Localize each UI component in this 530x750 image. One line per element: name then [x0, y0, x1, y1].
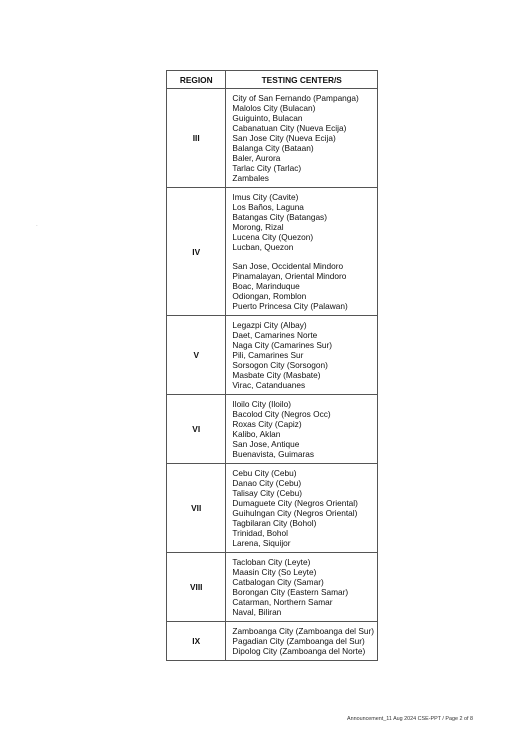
table-row: [167, 395, 378, 464]
testing-centers-table: [166, 70, 378, 661]
region-cell: VI: [167, 395, 226, 464]
table-header-row: [167, 71, 378, 89]
testing-center-item: Cebu City (Cebu): [232, 468, 297, 478]
testing-center-item: Iloilo City (Iloilo): [232, 399, 291, 409]
region-cell: VIII: [167, 553, 226, 622]
region-cell: IV: [167, 188, 226, 316]
testing-centers-cell: [226, 89, 378, 188]
testing-center-item: Pili, Camarines Sur: [232, 350, 304, 360]
testing-centers-cell: [226, 395, 378, 464]
region-cell: V: [167, 316, 226, 395]
testing-centers-cell: [226, 464, 378, 553]
testing-center-item: Guihulngan City (Negros Oriental): [232, 508, 358, 518]
testing-center-item: Bacolod City (Negros Occ): [232, 409, 331, 419]
testing-center-item: Danao City (Cebu): [232, 478, 302, 488]
testing-center-item: Daet, Camarines Norte: [232, 330, 318, 340]
testing-center-item: Baler, Aurora: [232, 153, 281, 163]
testing-center-item: Masbate City (Masbate): [232, 370, 321, 380]
testing-center-item: Catarman, Northern Samar: [232, 597, 333, 607]
testing-center-item: Talisay City (Cebu): [232, 488, 303, 498]
table-row: [167, 89, 378, 188]
region-cell: IX: [167, 622, 226, 661]
table-row: [167, 316, 378, 395]
testing-center-item: Odiongan, Romblon: [232, 291, 307, 301]
testing-center-item: Tagbilaran City (Bohol): [232, 518, 317, 528]
testing-center-item: Los Baños, Laguna: [232, 202, 304, 212]
testing-center-item: Boac, Marinduque: [232, 281, 300, 291]
testing-center-item: Dipolog City (Zamboanga del Norte): [232, 646, 366, 656]
testing-center-item: Balanga City (Bataan): [232, 143, 314, 153]
testing-center-item: San Jose, Occidental Mindoro: [232, 261, 344, 271]
table-body: [167, 89, 378, 661]
testing-center-item: Puerto Princesa City (Palawan): [232, 301, 348, 311]
testing-center-item: Larena, Siquijor: [232, 538, 291, 548]
region-column-header: REGION: [167, 71, 226, 89]
testing-center-item: Kalibo, Aklan: [232, 429, 281, 439]
testing-center-item: Lucban, Quezon: [232, 242, 294, 252]
testing-center-item: Batangas City (Batangas): [232, 212, 327, 222]
table-row: [167, 464, 378, 553]
testing-center-item: Catbalogan City (Samar): [232, 577, 324, 587]
testing-centers-cell: [226, 188, 378, 316]
testing-center-item: Zamboanga City (Zamboanga del Sur): [232, 626, 374, 636]
testing-center-item: San Jose City (Nueva Ecija): [232, 133, 336, 143]
region-cell: VII: [167, 464, 226, 553]
testing-centers-cell: [226, 316, 378, 395]
testing-center-item: Pinamalayan, Oriental Mindoro: [232, 271, 347, 281]
testing-center-item: Tarlac City (Tarlac): [232, 163, 302, 173]
testing-center-item: Borongan City (Eastern Samar): [232, 587, 349, 597]
testing-center-item: Lucena City (Quezon): [232, 232, 314, 242]
testing-center-item: Morong, Rizal: [232, 222, 284, 232]
testing-center-item: City of San Fernando (Pampanga): [232, 93, 359, 103]
testing-center-item: Naga City (Camarines Sur): [232, 340, 333, 350]
page-footer: Announcement_11 Aug 2024 CSE-PPT / Page 2 of 8: [347, 716, 473, 722]
testing-center-item: Malolos City (Bulacan): [232, 103, 316, 113]
testing-center-item: Naval, Biliran: [232, 607, 282, 617]
testing-center-item: Trinidad, Bohol: [232, 528, 288, 538]
region-cell: III: [167, 89, 226, 188]
testing-center-item: Buenavista, Guimaras: [232, 449, 315, 459]
testing-center-item: Dumaguete City (Negros Oriental): [232, 498, 358, 508]
testing-centers-cell: [226, 553, 378, 622]
testing-center-item: Imus City (Cavite): [232, 192, 299, 202]
table-row: [167, 188, 378, 316]
testing-center-item: Guiguinto, Bulacan: [232, 113, 303, 123]
testing-center-item: Pagadian City (Zamboanga del Sur): [232, 636, 365, 646]
testing-centers-column-header: TESTING CENTER/S: [226, 71, 378, 89]
testing-center-item: Cabanatuan City (Nueva Ecija): [232, 123, 347, 133]
testing-centers-cell: [226, 622, 378, 661]
testing-center-item: Virac, Catanduanes: [232, 380, 306, 390]
margin-mark: ´: [36, 226, 38, 232]
testing-center-item: Roxas City (Capiz): [232, 419, 302, 429]
testing-center-item: Maasin City (So Leyte): [232, 567, 317, 577]
testing-center-item: Legazpi City (Albay): [232, 320, 307, 330]
testing-center-item: Zambales: [232, 173, 269, 183]
table-row: [167, 622, 378, 661]
testing-center-item: Sorsogon City (Sorsogon): [232, 360, 328, 370]
table-row: [167, 553, 378, 622]
testing-center-item: San Jose, Antique: [232, 439, 300, 449]
testing-center-item: Tacloban City (Leyte): [232, 557, 311, 567]
